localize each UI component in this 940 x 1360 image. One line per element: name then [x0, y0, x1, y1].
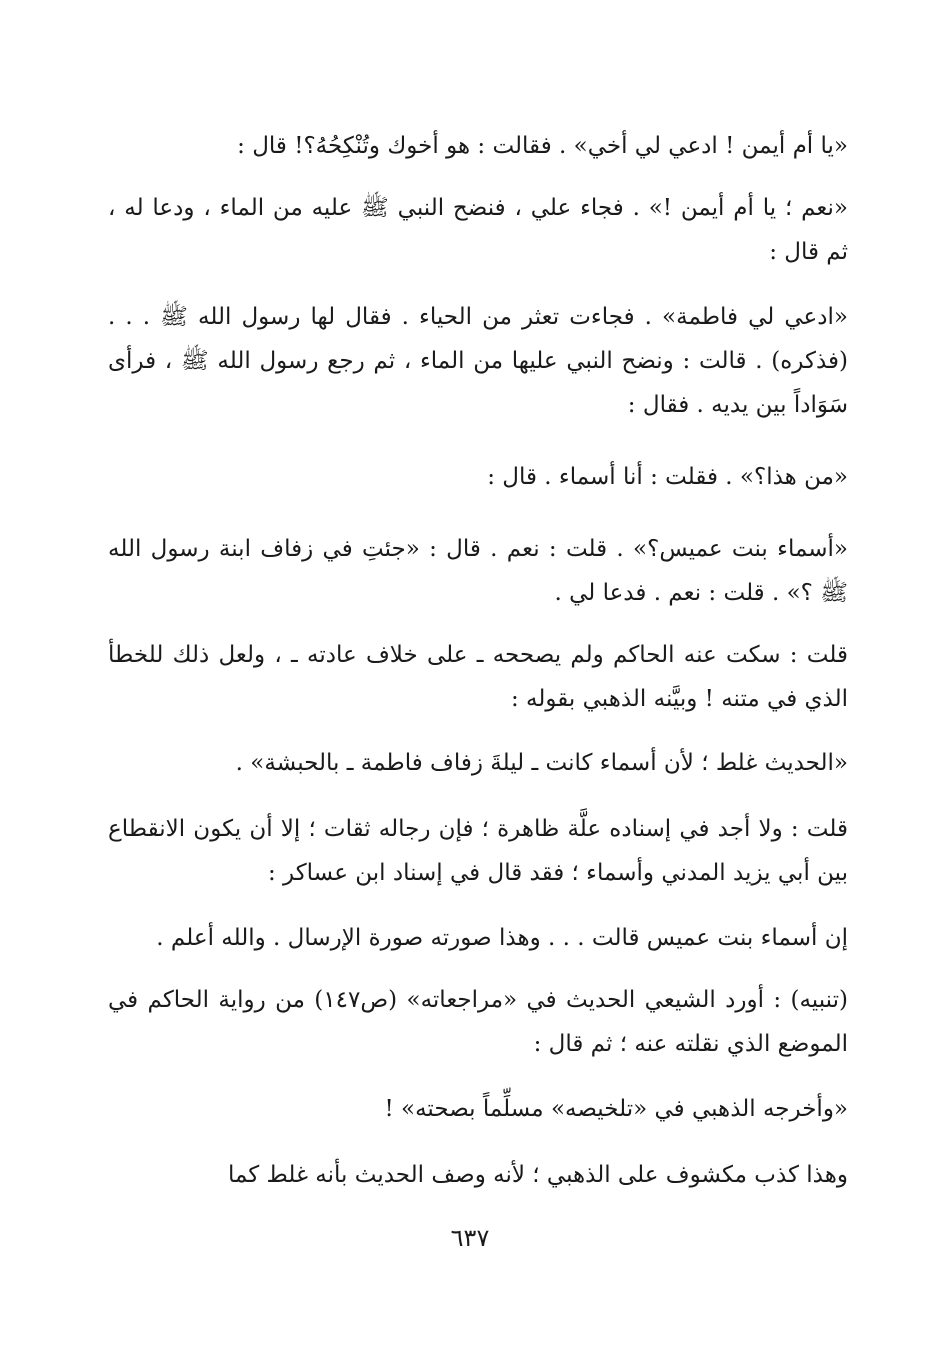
paragraph-5: «أسماء بنت عميس؟» . قلت : نعم . قال : «جئتِ في زفاف ابنة رسول الله ﷺ ؟» . قلت : نعم . فدعا لي .	[108, 536, 848, 606]
paragraph-4: «من هذا؟» . فقلت : أنا أسماء . قال :	[487, 464, 848, 490]
paragraph-6: قلت : سكت عنه الحاكم ولم يصححه ـ على خلاف عادته ـ ، ولعل ذلك للخطأ الذي في متنه ! وبيَّنه الذهبي بقوله :	[108, 642, 848, 712]
paragraph-3: «ادعي لي فاطمة» . فجاءت تعثر من الحياء . فقال لها رسول الله ﷺ . . . (فذكره) . قالت : ونضح النبي عليها من الماء ، ثم رجع رسول الله ﷺ ، فرأى سَوَاداً بين يديه . فقال :	[108, 304, 848, 418]
page-number: ٦٣٧	[450, 1224, 490, 1252]
paragraph-2: «نعم ؛ يا أم أيمن !» . فجاء علي ، فنضح النبي ﷺ عليه من الماء ، ودعا له ، ثم قال :	[108, 195, 848, 265]
paragraph-8: قلت : ولا أجد في إسناده علَّة ظاهرة ؛ فإن رجاله ثقات ؛ إلا أن يكون الانقطاع بين أبي يزيد المدني وأسماء ؛ فقد قال في إسناد ابن عساكر :	[108, 816, 848, 886]
paragraph-1: «يا أم أيمن ! ادعي لي أخي» . فقالت : هو أخوك وتُنْكِحُهُ؟! قال :	[237, 133, 848, 159]
paragraph-12: وهذا كذب مكشوف على الذهبي ؛ لأنه وصف الحديث بأنه غلط كما	[227, 1162, 848, 1188]
paragraph-7: «الحديث غلط ؛ لأن أسماء كانت ـ ليلةَ زفاف فاطمة ـ بالحبشة» .	[235, 750, 848, 776]
paragraph-11: «وأخرجه الذهبي في «تلخيصه» مسلِّماً بصحته» !	[384, 1096, 848, 1122]
paragraph-10: (تنبيه) : أورد الشيعي الحديث في «مراجعاته» (ص١٤٧) من رواية الحاكم في الموضع الذي نقلته عنه ؛ ثم قال :	[108, 987, 848, 1057]
paragraph-9: إن أسماء بنت عميس قالت . . . وهذا صورته صورة الإرسال . والله أعلم .	[156, 925, 848, 951]
